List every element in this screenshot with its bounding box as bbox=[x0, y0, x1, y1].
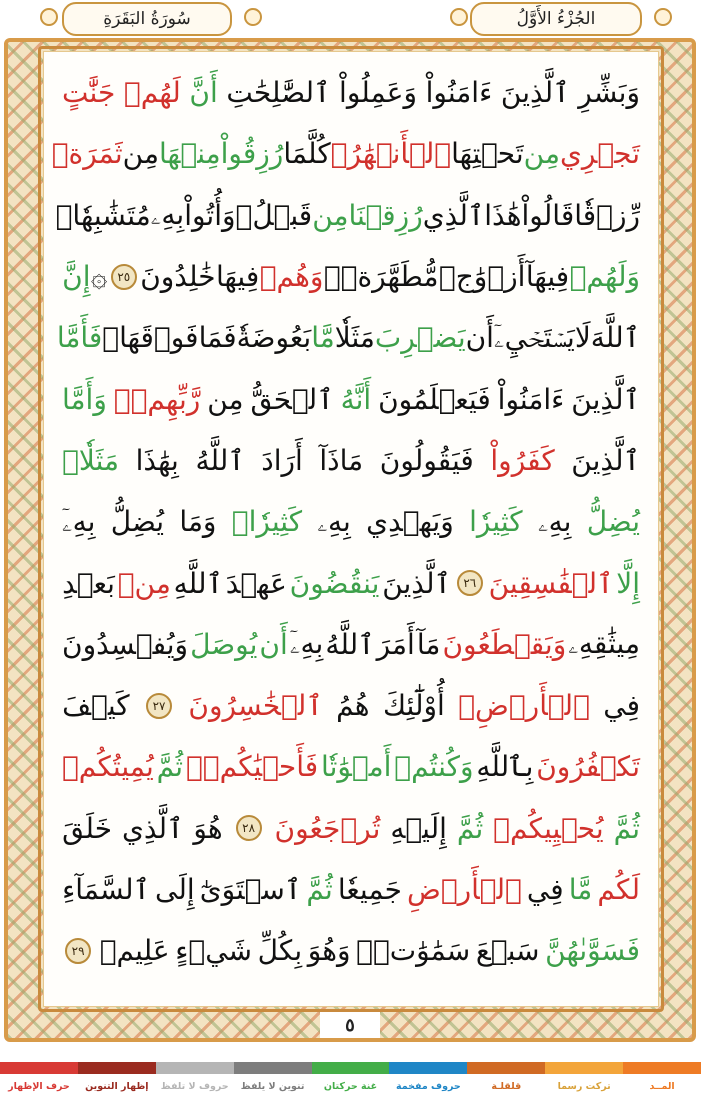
verse-word: فَوۡقَهَاۚ bbox=[102, 321, 199, 355]
legend-label: إظهار التنوين bbox=[85, 1081, 149, 1092]
verse-line bbox=[62, 246, 640, 307]
verse-word: رُزِقۡنَا bbox=[348, 198, 423, 232]
verse-word: ۞ bbox=[90, 260, 108, 294]
verse-word: ثُمَّ bbox=[306, 873, 333, 906]
verse-word: يُضِلُّ bbox=[586, 505, 640, 539]
legend-color-swatch bbox=[0, 1062, 78, 1074]
verse-word: وَمَا bbox=[179, 505, 217, 539]
legend-item bbox=[156, 1062, 234, 1101]
verse-word: وَيَقۡطَعُونَ bbox=[442, 627, 567, 661]
header-ornament-icon bbox=[244, 8, 262, 26]
verse-word: لَهُمۡ bbox=[123, 76, 181, 110]
verse-word: ٱللَّهِ bbox=[173, 566, 223, 600]
surah-name: سُورَةُ البَقَرَةِ bbox=[103, 9, 191, 29]
verse-word: عَلِيمٞ bbox=[99, 934, 170, 968]
verse-word: يُمِيتُكُمۡ bbox=[62, 750, 154, 784]
verse-word: تَحۡتِهَا bbox=[451, 137, 524, 171]
verse-word: مَآ bbox=[416, 627, 441, 661]
verse-word: كَفَرُواْ bbox=[490, 443, 555, 477]
verse-word: مَّا bbox=[311, 321, 335, 355]
legend-color-swatch bbox=[389, 1062, 467, 1074]
verse-word: سَبۡعَ bbox=[475, 934, 540, 968]
header-ornament-icon bbox=[40, 8, 58, 26]
verse-word: إِلَى bbox=[155, 873, 195, 906]
legend-color-swatch bbox=[623, 1062, 701, 1074]
legend-color-swatch bbox=[312, 1062, 390, 1074]
verse-word: ٱلصَّٰلِحَٰتِ bbox=[226, 76, 331, 110]
verse-line bbox=[62, 675, 640, 736]
verse-word: إِنَّ bbox=[62, 260, 91, 294]
verse-word: ٱلۡأَرۡضِ bbox=[406, 873, 522, 906]
verse-word: ٱلۡأَنۡهَٰرُۖ bbox=[330, 137, 452, 171]
verse-word: مَثَلٗا bbox=[334, 321, 375, 355]
verse-word: كَيۡفَ bbox=[62, 689, 130, 723]
verse-word: ٱلَّذِي bbox=[121, 811, 184, 845]
verse-word: فَمَا bbox=[198, 321, 237, 355]
verse-line bbox=[62, 614, 640, 675]
legend-label: تنوين لا يلفظ bbox=[240, 1081, 305, 1092]
verse-word: مِنۡهَا bbox=[158, 137, 221, 171]
legend-color-swatch bbox=[156, 1062, 234, 1074]
page-number: ٥ bbox=[345, 1014, 355, 1036]
verse-word: ٱلۡخَٰسِرُونَ bbox=[188, 689, 323, 723]
verse-word: مِن bbox=[207, 382, 244, 416]
verse-word: أَنَّهُ bbox=[340, 382, 372, 416]
verse-word: جَنَّٰتٍ bbox=[62, 76, 116, 110]
verse-word: بِهِۦ bbox=[317, 504, 351, 538]
verse-word: شَيۡءٍ bbox=[175, 934, 253, 968]
verse-word: سَمَٰوَٰتٖۚ bbox=[356, 934, 471, 968]
verse-word: ثُمَّ bbox=[613, 811, 640, 845]
legend-item bbox=[78, 1062, 156, 1101]
verse-word: إِلَّا bbox=[616, 566, 640, 600]
verse-word: هُمُ bbox=[336, 689, 370, 723]
verse-word: ٱللَّهَ bbox=[590, 321, 640, 355]
verse-word: رَّبِّهِمۡۖ bbox=[113, 382, 201, 416]
verse-word: بِهِۦ bbox=[537, 504, 572, 538]
verse-word: وَكُنتُمۡ bbox=[394, 750, 474, 784]
verse-word: ٱلسَّمَآءِ bbox=[62, 873, 150, 906]
verse-word: ٱلۡحَقُّ bbox=[250, 382, 334, 416]
verse-word: بِهِۦ bbox=[150, 198, 185, 232]
verse-word: خَلَقَ bbox=[62, 811, 113, 845]
ayah-number-marker: ٢٦ bbox=[457, 570, 483, 596]
verse-word: مِنۢ bbox=[117, 566, 171, 600]
verse-word: ثُمَّ bbox=[156, 750, 184, 784]
verse-word: وَعَمِلُواْ bbox=[339, 76, 417, 110]
verse-word: ٱلَّذِينَ bbox=[571, 443, 640, 477]
verse-word: ٱلَّذِينَ bbox=[382, 566, 451, 600]
legend-item bbox=[389, 1062, 467, 1101]
verse-word: بَعُوضَةٗ bbox=[236, 321, 312, 355]
verse-word: ٱلۡأَرۡضِۚ bbox=[458, 689, 590, 723]
legend-item bbox=[0, 1062, 78, 1101]
verse-word: بِهِۦٓ bbox=[289, 627, 324, 661]
verse-line bbox=[62, 368, 640, 429]
verse-word: وَيَهۡدِي bbox=[366, 505, 454, 539]
verse-word: وَلَهُمۡ bbox=[569, 260, 640, 294]
verse-word: رِّزۡقٗا bbox=[574, 198, 640, 232]
verse-word: مَاذَآ bbox=[319, 443, 364, 477]
verse-word: بَعۡدِ bbox=[62, 566, 115, 600]
legend-item bbox=[234, 1062, 312, 1101]
verse-line bbox=[55, 185, 640, 246]
legend-item bbox=[623, 1062, 701, 1101]
ayah-number-marker: ٢٩ bbox=[65, 938, 91, 964]
verse-word: إِلَيۡهِ bbox=[390, 811, 447, 845]
verse-word: فِيهَا bbox=[215, 260, 260, 294]
verse-word: وَيُفۡسِدُونَ bbox=[62, 627, 189, 661]
verse-word: ٱلۡفَٰسِقِينَ bbox=[488, 566, 614, 600]
verse-word: وَبَشِّرِ bbox=[578, 76, 640, 110]
legend-color-swatch bbox=[234, 1062, 312, 1074]
verse-word: يَضۡرِبَ bbox=[374, 321, 466, 355]
verse-word: ءَامَنُواْ bbox=[497, 382, 565, 416]
verse-word: يَنقُضُونَ bbox=[289, 566, 380, 600]
legend-label: غنة حركتان bbox=[323, 1081, 378, 1092]
verse-word: أَن bbox=[465, 321, 494, 355]
juz-name-cartouche bbox=[470, 2, 642, 36]
verse-word: أَن bbox=[259, 627, 288, 661]
verse-word: وَهُمۡ bbox=[259, 260, 324, 294]
verse-word: فَيَقُولُونَ bbox=[379, 443, 474, 477]
verse-word: بِهَٰذَا bbox=[135, 443, 179, 477]
verse-word: أَنَّ bbox=[189, 76, 218, 110]
verse-word: تُرۡجَعُونَ bbox=[274, 811, 381, 845]
verse-word: رُزِقُواْ bbox=[220, 137, 284, 171]
verse-word: كُلَّمَا bbox=[283, 137, 331, 171]
ayah-number-marker: ٢٧ bbox=[146, 693, 172, 719]
verse-word: تَكۡفُرُونَ bbox=[536, 750, 640, 784]
verse-word: تَجۡرِي bbox=[559, 137, 640, 171]
verse-word: ٱلَّذِينَ bbox=[571, 382, 640, 416]
verse-word: مَثَلٗاۘ bbox=[62, 443, 120, 477]
verse-word: فِي bbox=[526, 873, 564, 906]
verse-line bbox=[62, 920, 640, 981]
verse-line bbox=[62, 736, 640, 797]
verse-word: بِكُلِّ bbox=[257, 934, 303, 968]
verse-word: فِي bbox=[603, 689, 640, 723]
verse-word: بِٱللَّهِ bbox=[476, 750, 534, 784]
verse-word: أَرَادَ bbox=[261, 443, 303, 477]
legend-label: تركت رسما bbox=[557, 1081, 611, 1092]
verse-word: ءَامَنُواْ bbox=[425, 76, 493, 110]
verse-word: قَالُواْ bbox=[521, 198, 575, 232]
verse-lines bbox=[51, 62, 640, 982]
legend-label: حروف لا تلفظ bbox=[160, 1081, 229, 1092]
verse-word: أُوْلَٰٓئِكَ bbox=[382, 689, 445, 723]
legend-label: المــد bbox=[649, 1081, 675, 1092]
verse-word: عَهۡدَ bbox=[225, 566, 287, 600]
surah-name-cartouche bbox=[62, 2, 232, 36]
verse-word: ثَمَرَةٖ bbox=[51, 137, 123, 171]
verse-line bbox=[62, 798, 640, 859]
verse-word: وَأَمَّا bbox=[62, 382, 107, 416]
verse-word: مِيثَٰقِهِۦ bbox=[568, 627, 640, 661]
verse-word: هُوَ bbox=[193, 811, 223, 845]
page-number-badge bbox=[320, 1012, 380, 1038]
verse-word: يُوصَلَ bbox=[190, 627, 258, 661]
verse-word: لَكُم bbox=[597, 873, 640, 906]
verse-line bbox=[62, 491, 640, 552]
verse-word: هَٰذَا bbox=[484, 198, 522, 232]
verse-word: أَمۡوَٰتٗا bbox=[321, 750, 392, 784]
verse-word: فَيَعۡلَمُونَ bbox=[378, 382, 491, 416]
verse-word: يُضِلُّ bbox=[110, 505, 165, 539]
verse-word: ٱللَّهُ bbox=[195, 443, 245, 477]
verse-word: وَأُتُواْ bbox=[184, 198, 236, 232]
legend-color-swatch bbox=[467, 1062, 545, 1074]
verse-line bbox=[56, 307, 640, 368]
verse-line bbox=[62, 430, 640, 491]
verse-word: ٱللَّهُ bbox=[325, 627, 375, 661]
legend-label: قلقلـة bbox=[491, 1081, 522, 1092]
legend-item bbox=[545, 1062, 623, 1101]
header-ornament-icon bbox=[450, 8, 468, 26]
verse-line bbox=[62, 859, 640, 920]
legend-label: حروف مفخمة bbox=[396, 1081, 461, 1092]
verse-word: مُّطَهَّرَةٞۖ bbox=[323, 260, 439, 294]
legend-item bbox=[312, 1062, 390, 1101]
verse-line bbox=[62, 552, 640, 613]
legend-label: حرف الإظهار bbox=[8, 1081, 70, 1092]
verse-word: خَٰلِدُونَ bbox=[140, 260, 216, 294]
legend-item bbox=[467, 1062, 545, 1101]
verse-word: لَا bbox=[574, 321, 591, 355]
verse-word: فَأَمَّا bbox=[56, 321, 103, 355]
verse-word: كَثِيرٗاۚ bbox=[231, 505, 303, 539]
verse-word: بِهِۦٓ bbox=[62, 504, 96, 538]
ayah-number-marker: ٢٨ bbox=[236, 815, 262, 841]
verse-word: جَمِيعٗا bbox=[337, 873, 402, 906]
verse-word: ٱلَّذِي bbox=[422, 198, 485, 232]
juz-name: الجُزْءُ الأَوَّلُ bbox=[516, 9, 596, 29]
verse-word: مِن bbox=[523, 137, 560, 171]
verse-word: أَمَرَ bbox=[376, 627, 415, 661]
verse-word: قَبۡلُۖ bbox=[235, 198, 313, 232]
verse-word: ثُمَّ bbox=[456, 811, 484, 845]
verse-line bbox=[51, 123, 640, 184]
verse-word: فَسَوَّىٰهُنَّ bbox=[545, 934, 640, 968]
ayah-number-marker: ٢٥ bbox=[111, 264, 137, 290]
verse-word: مُتَشَٰبِهٗاۖ bbox=[55, 198, 151, 232]
verse-word: ٱلَّذِينَ bbox=[500, 76, 570, 110]
verse-word: كَثِيرٗا bbox=[469, 505, 523, 539]
verse-word: مِن bbox=[122, 137, 159, 171]
legend-color-swatch bbox=[545, 1062, 623, 1074]
verse-word: فَأَحۡيَٰكُمۡۖ bbox=[185, 750, 319, 784]
verse-line bbox=[62, 62, 640, 123]
verse-word: وَهُوَ bbox=[307, 934, 351, 968]
verse-word: فِيهَآ bbox=[525, 260, 570, 294]
tajweed-legend bbox=[0, 1062, 701, 1101]
verse-word: مَّا bbox=[568, 873, 593, 906]
verse-word: ٱسۡتَوَىٰٓ bbox=[199, 873, 302, 906]
verse-word: أَزۡوَٰجٞ bbox=[438, 260, 526, 294]
legend-color-swatch bbox=[78, 1062, 156, 1074]
verse-word: يُحۡيِيكُمۡ bbox=[493, 811, 604, 845]
verse-word: مِن bbox=[312, 198, 349, 232]
header-ornament-icon bbox=[654, 8, 672, 26]
verse-word: يَسۡتَحۡيِۦٓ bbox=[493, 320, 575, 354]
